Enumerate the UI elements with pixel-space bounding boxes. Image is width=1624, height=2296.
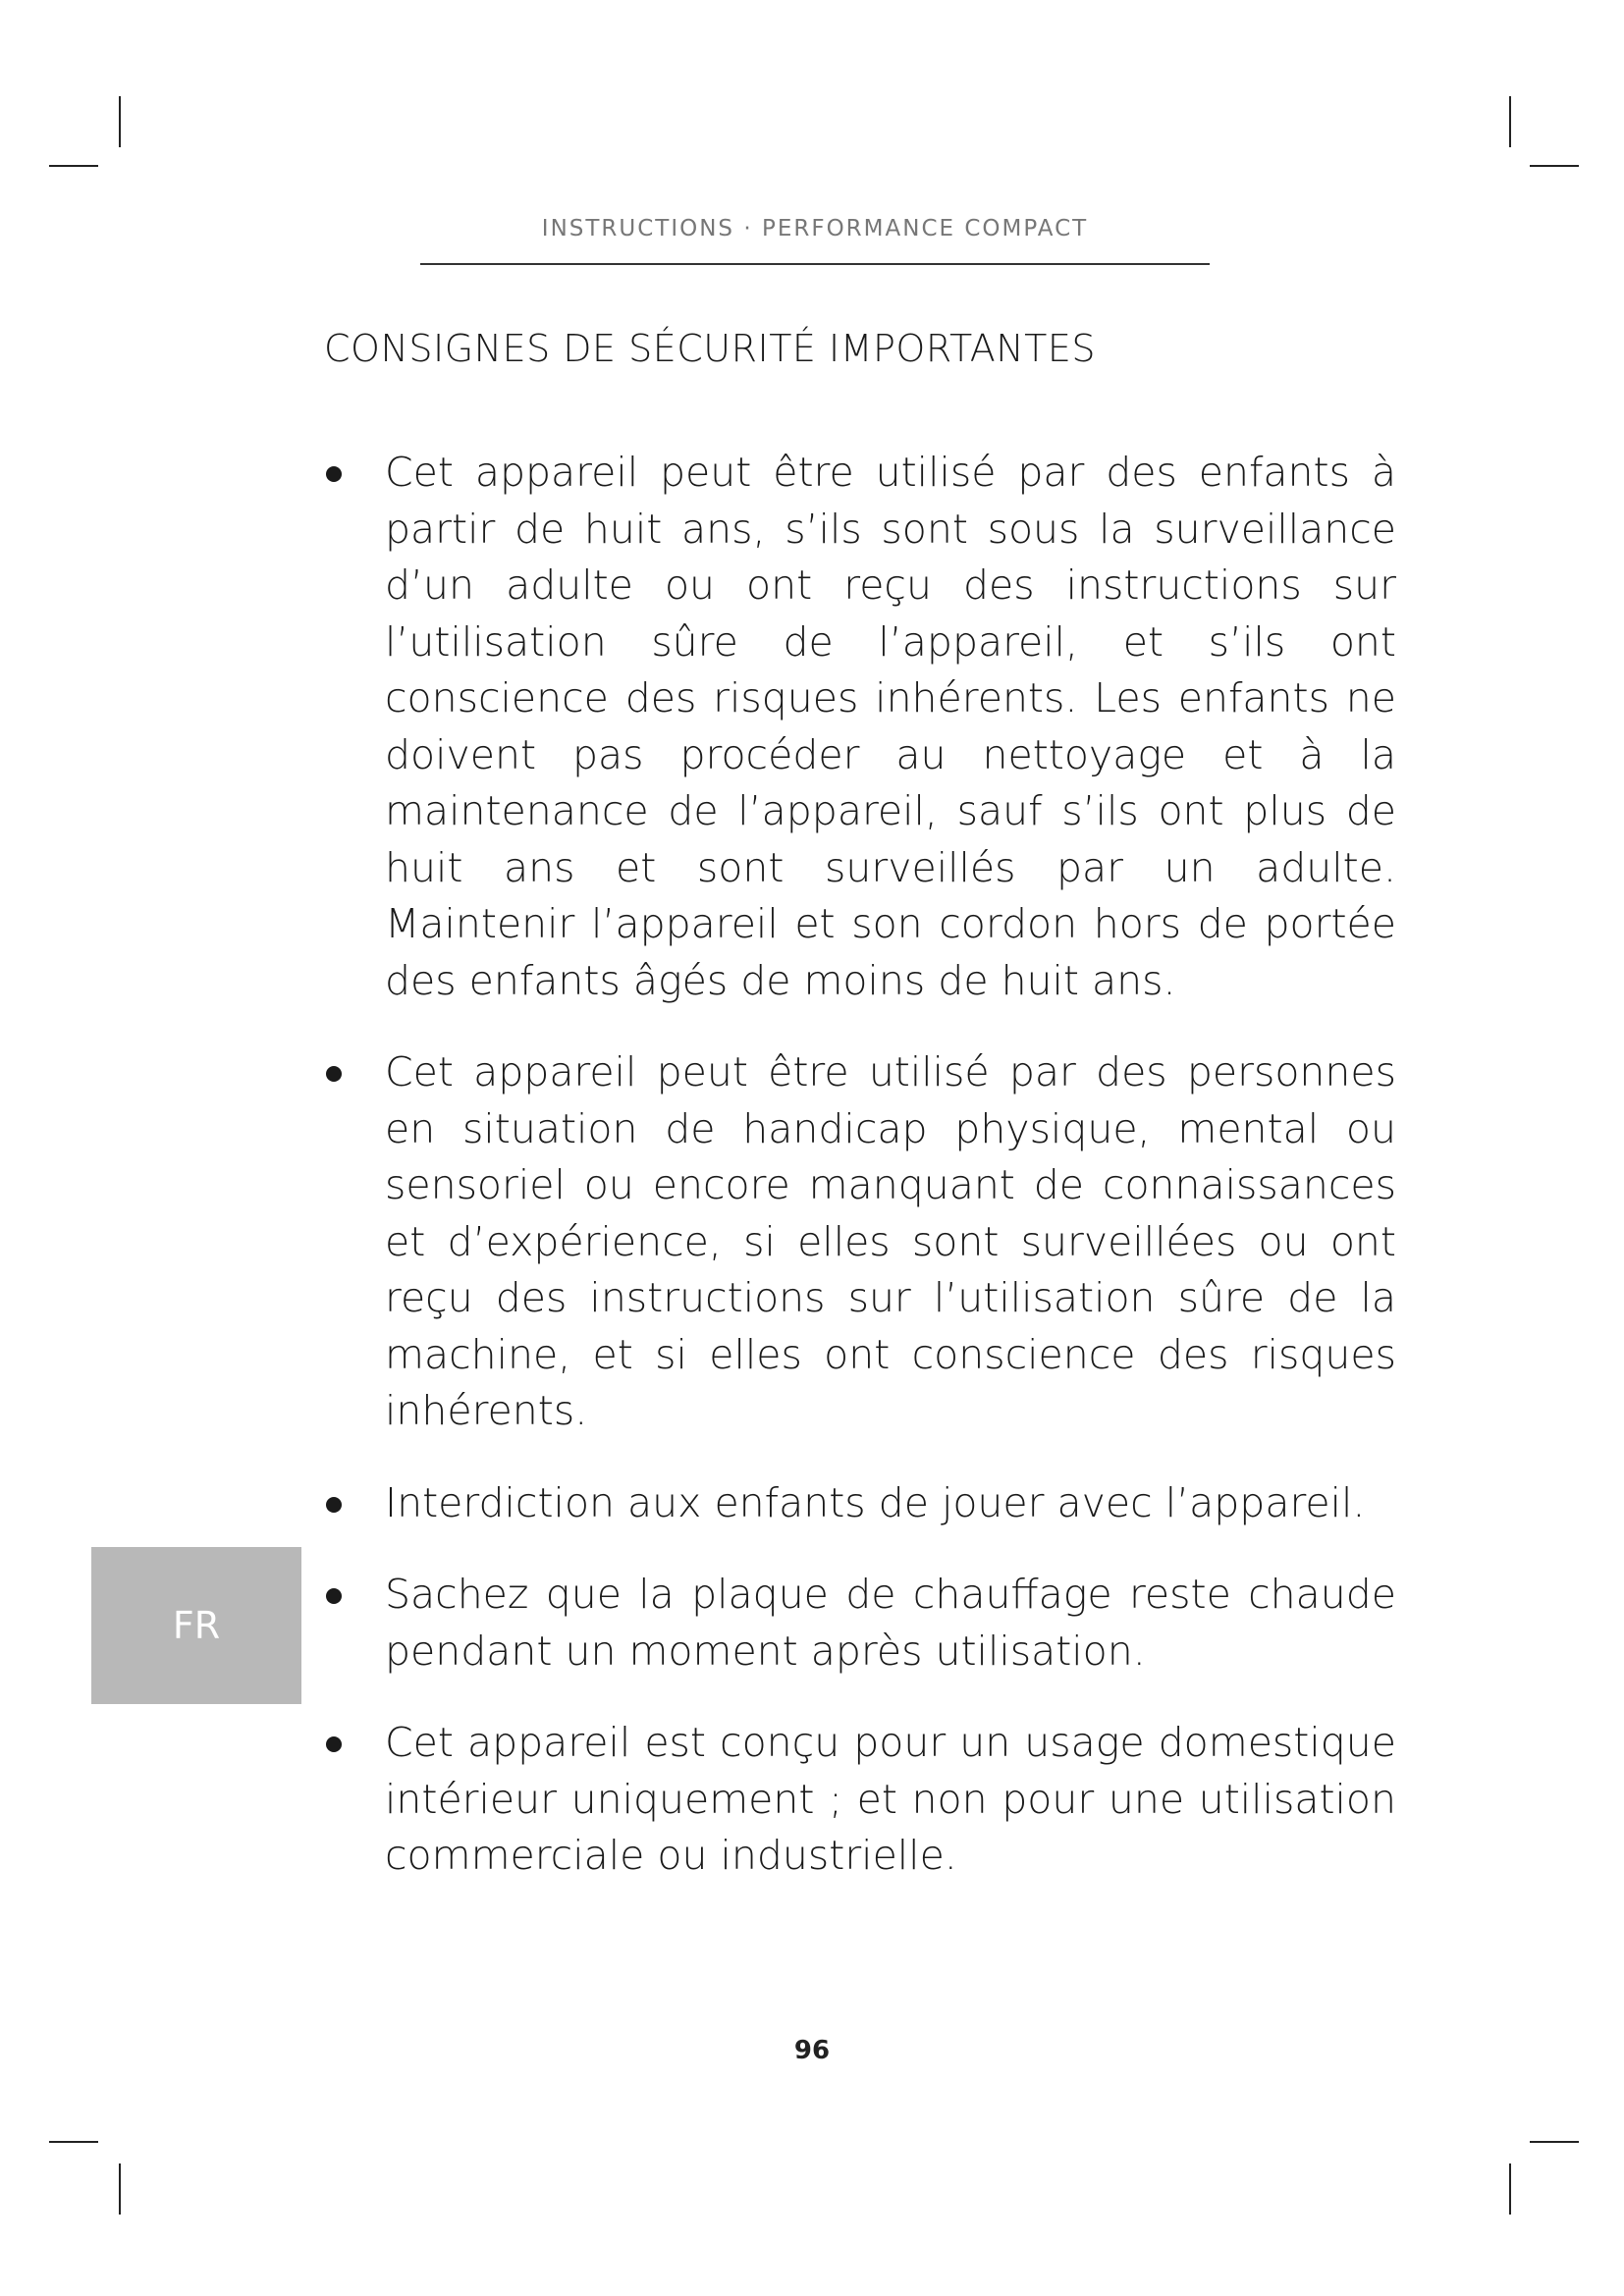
- crop-mark-bottom-left-horizontal: [49, 2141, 98, 2143]
- page-number: 96: [793, 2036, 831, 2065]
- list-item-text: Sachez que la plaque de chauffage reste chaude pendant un moment après utilisation.: [385, 1571, 1396, 1675]
- list-item-text: Interdiction aux enfants de jouer avec l’appareil.: [385, 1478, 1366, 1526]
- section-title: CONSIGNES DE SÉCURITÉ IMPORTANTES: [324, 327, 1096, 370]
- crop-mark-bottom-left-vertical: [119, 2163, 121, 2215]
- crop-mark-bottom-right-vertical: [1509, 2163, 1511, 2215]
- bullet-icon: [326, 1736, 342, 1752]
- bullet-icon: [326, 1066, 342, 1082]
- bullet-icon: [326, 1588, 342, 1604]
- safety-list: [324, 445, 1396, 1920]
- list-item: [324, 445, 1396, 1009]
- crop-mark-bottom-right-horizontal: [1530, 2141, 1579, 2143]
- list-item: [324, 1715, 1396, 1885]
- crop-mark-top-left-vertical: [119, 96, 121, 147]
- bullet-icon: [326, 466, 342, 482]
- crop-mark-top-right-vertical: [1509, 96, 1511, 147]
- list-item: [324, 1567, 1396, 1680]
- list-item-text: Cet appareil est conçu pour un usage domestique intérieur uniquement ; et non pour une utilisation commerciale ou industrielle.: [385, 1719, 1396, 1879]
- crop-mark-top-right-horizontal: [1530, 165, 1579, 167]
- bullet-icon: [326, 1497, 342, 1513]
- list-item: [324, 1475, 1396, 1532]
- header-rule: [420, 263, 1210, 265]
- list-item-text: Cet appareil peut être utilisé par des enfants à partir de huit ans, s’ils sont sous la surveillance d’un adulte ou ont reçu des instructions sur l’utilisation sûre de l’appareil, et s’ils ont conscience des risques inhérents. Les enfants ne doivent pas procéder au nettoyage et à la maintenance de l’appareil, sauf s’ils ont plus de huit ans et sont surveillés par un adulte. Maintenir l’appareil et son cordon hors de portée des enfants âgés de moins de huit ans.: [385, 449, 1396, 1004]
- list-item-text: Cet appareil peut être utilisé par des personnes en situation de handicap physique, mental ou sensoriel ou encore manquant de connaissances et d’expérience, si elles sont surveillées ou ont reçu des instructions sur l’utilisation sûre de la machine, et si elles ont conscience des risques inhérents.: [385, 1048, 1396, 1434]
- crop-mark-top-left-horizontal: [49, 165, 98, 167]
- list-item: [324, 1044, 1396, 1440]
- language-tab: FR: [91, 1547, 301, 1704]
- running-header: INSTRUCTIONS · PERFORMANCE COMPACT: [541, 216, 1089, 241]
